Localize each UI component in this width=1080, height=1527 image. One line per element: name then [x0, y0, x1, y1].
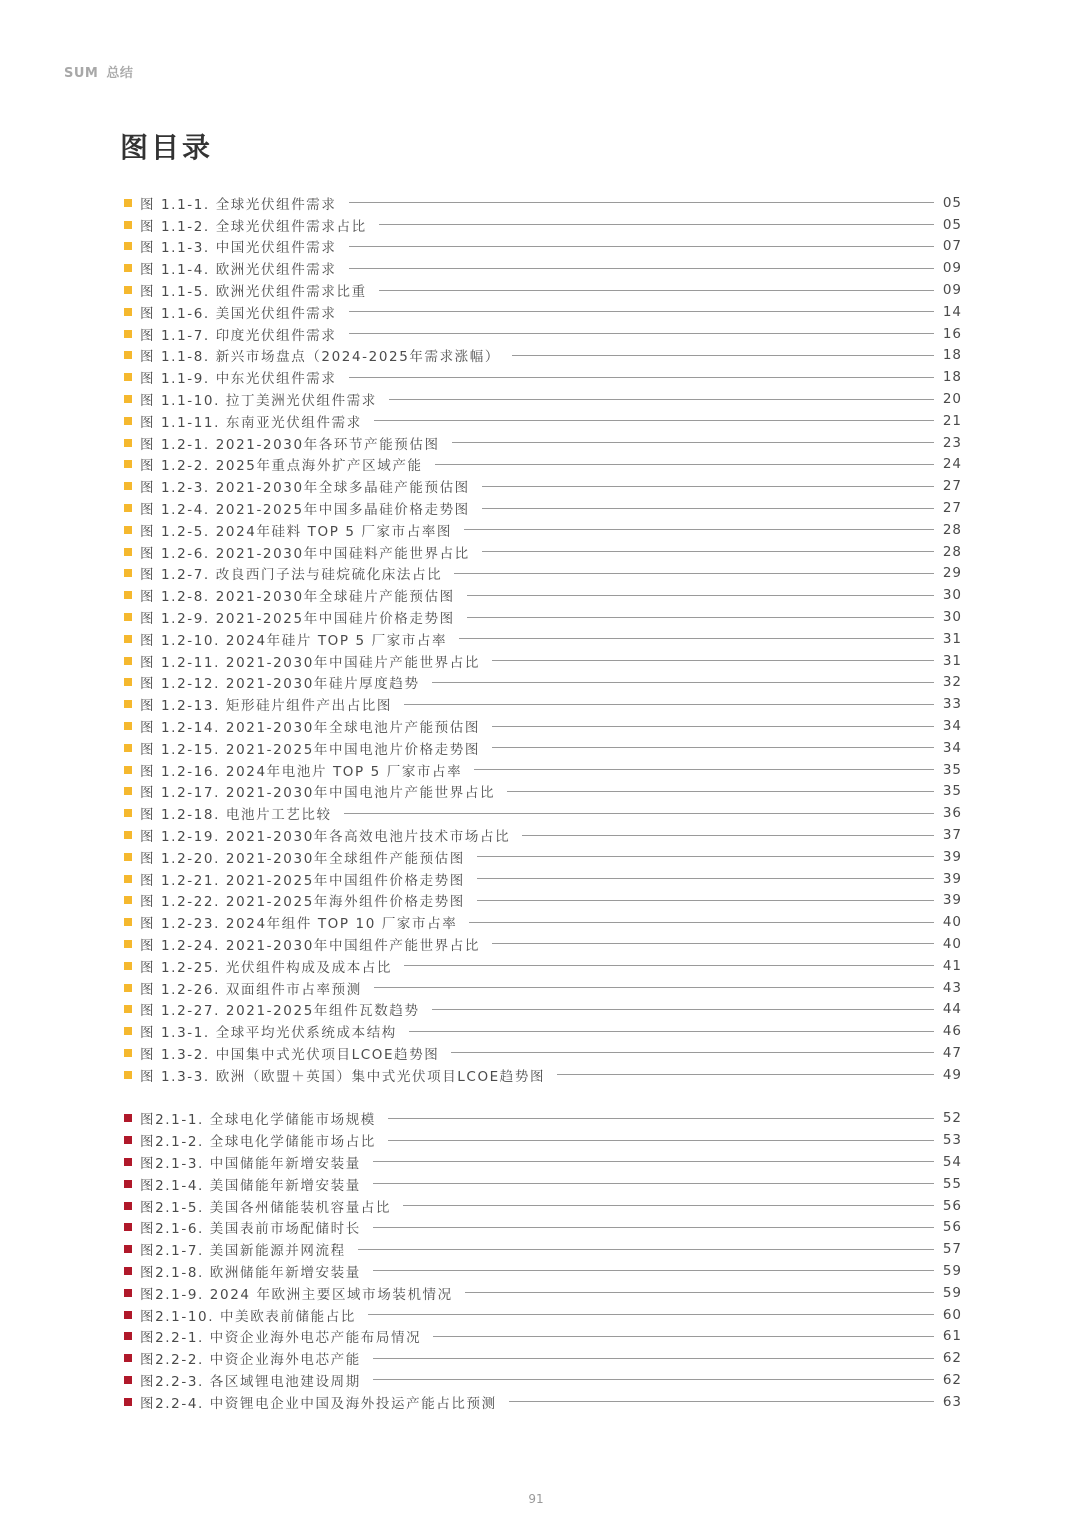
toc-entry[interactable]	[124, 323, 962, 345]
entry-page: 57	[942, 1241, 962, 1258]
toc-entry[interactable]	[124, 1282, 962, 1304]
leader-line	[373, 1379, 934, 1380]
entry-page: 33	[942, 696, 962, 713]
leader-line	[492, 943, 934, 944]
square-bullet-icon	[124, 351, 132, 359]
entry-page: 05	[942, 216, 962, 233]
square-bullet-icon	[124, 199, 132, 207]
entry-label: 图 1.2-8. 2021-2030年全球硅片产能预估图	[140, 589, 455, 606]
leader-line	[454, 573, 934, 574]
entry-page: 49	[942, 1066, 962, 1083]
leader-line	[477, 900, 934, 901]
entry-page: 30	[942, 587, 962, 604]
square-bullet-icon	[124, 1136, 132, 1144]
square-bullet-icon	[124, 1223, 132, 1231]
entry-page: 20	[942, 391, 962, 408]
entry-page: 41	[942, 957, 962, 974]
square-bullet-icon	[124, 417, 132, 425]
square-bullet-icon	[124, 569, 132, 577]
toc-entry[interactable]	[124, 846, 962, 868]
leader-line	[349, 246, 934, 247]
square-bullet-icon	[124, 809, 132, 817]
leader-line	[388, 1140, 934, 1141]
toc-entry[interactable]	[124, 628, 962, 650]
toc-section-2	[124, 1107, 962, 1412]
leader-line	[344, 813, 934, 814]
toc-entry[interactable]	[124, 802, 962, 824]
leader-line	[465, 1292, 934, 1293]
page-number: 91	[528, 1492, 544, 1506]
entry-label: 图 1.2-21. 2021-2025年中国组件价格走势图	[140, 872, 465, 889]
toc-entry[interactable]	[124, 650, 962, 672]
toc-entry[interactable]	[124, 868, 962, 890]
entry-label: 图 1.2-2. 2025年重点海外扩产区域产能	[140, 458, 423, 475]
leader-line	[557, 1074, 934, 1075]
toc-entry[interactable]	[124, 933, 962, 955]
leader-line	[409, 1031, 934, 1032]
square-bullet-icon	[124, 308, 132, 316]
toc-entry[interactable]	[124, 824, 962, 846]
entry-label: 图 1.2-19. 2021-2030年各高效电池片技术市场占比	[140, 829, 511, 845]
toc-entry[interactable]	[124, 1151, 962, 1173]
entry-label: 图 1.2-27. 2021-2025年组件瓦数趋势	[140, 1003, 420, 1020]
entry-page: 55	[942, 1175, 962, 1192]
entry-page: 63	[942, 1393, 962, 1410]
entry-label: 图 1.2-12. 2021-2030年硅片厚度趋势	[140, 676, 420, 693]
square-bullet-icon	[124, 330, 132, 338]
toc-entry[interactable]	[124, 454, 962, 476]
square-bullet-icon	[124, 744, 132, 752]
leader-line	[435, 464, 934, 465]
leader-line	[373, 1183, 934, 1184]
entry-page: 56	[942, 1197, 962, 1214]
square-bullet-icon	[124, 395, 132, 403]
square-bullet-icon	[124, 853, 132, 861]
header-en: SUM	[64, 66, 99, 81]
square-bullet-icon	[124, 678, 132, 686]
entry-page: 56	[942, 1219, 962, 1236]
entry-label: 图 1.1-7. 印度光伏组件需求	[140, 327, 337, 344]
entry-label: 图 1.2-17. 2021-2030年中国电池片产能世界占比	[140, 785, 496, 802]
entry-label: 图2.1-2. 全球电化学储能市场占比	[140, 1134, 376, 1151]
entry-page: 28	[942, 521, 962, 538]
entry-page: 43	[942, 979, 962, 996]
toc-entry[interactable]	[124, 388, 962, 410]
toc-entry[interactable]	[124, 192, 962, 214]
square-bullet-icon	[124, 373, 132, 381]
leader-line	[349, 268, 934, 269]
toc-entry[interactable]	[124, 1238, 962, 1260]
entry-page: 30	[942, 609, 962, 626]
entry-label: 图 1.1-6. 美国光伏组件需求	[140, 305, 337, 322]
square-bullet-icon	[124, 984, 132, 992]
entry-label: 图 1.2-16. 2024年电池片 TOP 5 厂家市占率	[140, 763, 463, 780]
entry-label: 图2.1-6. 美国表前市场配储时长	[140, 1221, 361, 1238]
entry-label: 图 1.3-2. 中国集中式光伏项目LCOE趋势图	[140, 1046, 440, 1063]
leader-line	[492, 747, 934, 748]
entry-page: 34	[942, 739, 962, 756]
entry-label: 图 1.2-1. 2021-2030年各环节产能预估图	[140, 436, 440, 453]
toc-entry[interactable]	[124, 345, 962, 367]
square-bullet-icon	[124, 918, 132, 926]
entry-label: 图2.1-10. 中美欧表前储能占比	[140, 1308, 356, 1325]
entry-label: 图2.1-8. 欧洲储能年新增安装量	[140, 1264, 361, 1281]
entry-page: 39	[942, 848, 962, 865]
entry-label: 图 1.2-13. 矩形硅片组件产出占比图	[140, 698, 392, 715]
entry-label: 图 1.2-7. 改良西门子法与硅烷硫化床法占比	[140, 567, 443, 584]
leader-line	[404, 704, 934, 705]
entry-page: 46	[942, 1023, 962, 1040]
entry-label: 图 1.1-5. 欧洲光伏组件需求比重	[140, 284, 367, 301]
toc-entry[interactable]	[124, 432, 962, 454]
entry-label: 图 1.2-26. 双面组件市占率预测	[140, 981, 362, 998]
leader-line	[373, 1358, 934, 1359]
toc-entry[interactable]	[124, 1042, 962, 1064]
entry-page: 60	[942, 1306, 962, 1323]
entry-label: 图2.1-3. 中国储能年新增安装量	[140, 1155, 361, 1172]
toc-section-1	[124, 192, 962, 1086]
leader-line	[374, 420, 934, 421]
header-zh: 总结	[106, 66, 134, 81]
square-bullet-icon	[124, 1005, 132, 1013]
entry-label: 图 1.2-11. 2021-2030年中国硅片产能世界占比	[140, 654, 480, 671]
toc-entry[interactable]	[124, 1260, 962, 1282]
entry-page: 40	[942, 935, 962, 952]
toc-entry[interactable]	[124, 1391, 962, 1413]
entry-page: 24	[942, 456, 962, 473]
toc-entry[interactable]	[124, 693, 962, 715]
entry-page: 27	[942, 500, 962, 517]
square-bullet-icon	[124, 1245, 132, 1253]
leader-line	[403, 1205, 934, 1206]
entry-label: 图2.1-7. 美国新能源并网流程	[140, 1243, 346, 1260]
leader-line	[492, 660, 934, 661]
entry-page: 54	[942, 1153, 962, 1170]
leader-line	[477, 878, 934, 879]
square-bullet-icon	[124, 460, 132, 468]
square-bullet-icon	[124, 1267, 132, 1275]
entry-label: 图 1.2-24. 2021-2030年中国组件产能世界占比	[140, 937, 480, 954]
entry-page: 21	[942, 412, 962, 429]
square-bullet-icon	[124, 526, 132, 534]
leader-line	[349, 377, 934, 378]
leader-line	[451, 1052, 934, 1053]
square-bullet-icon	[124, 635, 132, 643]
leader-line	[379, 224, 934, 225]
leader-line	[432, 1009, 934, 1010]
entry-label: 图2.1-5. 美国各州储能装机容量占比	[140, 1199, 392, 1216]
toc-entry[interactable]	[124, 1064, 962, 1086]
leader-line	[452, 442, 934, 443]
entry-page: 35	[942, 783, 962, 800]
square-bullet-icon	[124, 1027, 132, 1035]
toc-entry[interactable]	[124, 1216, 962, 1238]
toc-entry[interactable]	[124, 955, 962, 977]
entry-page: 09	[942, 282, 962, 299]
toc-entry[interactable]	[124, 301, 962, 323]
toc-entry[interactable]	[124, 1173, 962, 1195]
toc-entry[interactable]	[124, 759, 962, 781]
entry-page: 44	[942, 1001, 962, 1018]
leader-line	[482, 486, 934, 487]
toc-entry[interactable]	[124, 890, 962, 912]
leader-line	[374, 987, 934, 988]
entry-page: 59	[942, 1262, 962, 1279]
square-bullet-icon	[124, 896, 132, 904]
leader-line	[432, 682, 934, 683]
toc-entry[interactable]	[124, 584, 962, 606]
entry-page: 31	[942, 652, 962, 669]
toc-entry[interactable]	[124, 1369, 962, 1391]
entry-page: 18	[942, 369, 962, 386]
entry-page: 39	[942, 892, 962, 909]
leader-line	[368, 1314, 934, 1315]
entry-label: 图 1.1-2. 全球光伏组件需求占比	[140, 218, 367, 235]
entry-label: 图2.2-3. 各区域锂电池建设周期	[140, 1373, 361, 1390]
entry-label: 图2.2-1. 中资企业海外电芯产能布局情况	[140, 1330, 422, 1347]
square-bullet-icon	[124, 766, 132, 774]
entry-label: 图 1.2-14. 2021-2030年全球电池片产能预估图	[140, 720, 480, 737]
leader-line	[379, 290, 934, 291]
leader-line	[469, 922, 934, 923]
entry-page: 39	[942, 870, 962, 887]
square-bullet-icon	[124, 286, 132, 294]
entry-page: 35	[942, 761, 962, 778]
entry-page: 52	[942, 1110, 962, 1127]
page-title: 图目录	[120, 131, 214, 164]
square-bullet-icon	[124, 613, 132, 621]
toc-entry[interactable]	[124, 519, 962, 541]
leader-line	[459, 638, 934, 639]
entry-label: 图 1.1-9. 中东光伏组件需求	[140, 371, 337, 388]
toc-entry[interactable]	[124, 781, 962, 803]
square-bullet-icon	[124, 787, 132, 795]
leader-line	[512, 355, 934, 356]
toc-entry[interactable]	[124, 977, 962, 999]
toc-entry[interactable]	[124, 1325, 962, 1347]
square-bullet-icon	[124, 1289, 132, 1297]
entry-label: 图2.2-2. 中资企业海外电芯产能	[140, 1352, 361, 1369]
toc-entry[interactable]	[124, 257, 962, 279]
leader-line	[509, 1401, 934, 1402]
entry-label: 图 1.2-4. 2021-2025年中国多晶硅价格走势图	[140, 502, 470, 519]
leader-line	[467, 595, 934, 596]
leader-line	[467, 617, 934, 618]
entry-label: 图 1.2-20. 2021-2030年全球组件产能预估图	[140, 850, 465, 867]
square-bullet-icon	[124, 940, 132, 948]
leader-line	[404, 965, 934, 966]
entry-page: 32	[942, 674, 962, 691]
figure-list	[124, 192, 962, 1413]
toc-entry[interactable]	[124, 737, 962, 759]
entry-page: 07	[942, 238, 962, 255]
square-bullet-icon	[124, 439, 132, 447]
entry-page: 05	[942, 194, 962, 211]
leader-line	[474, 769, 934, 770]
entry-label: 图2.2-4. 中资锂电企业中国及海外投运产能占比预测	[140, 1395, 497, 1412]
square-bullet-icon	[124, 1398, 132, 1406]
square-bullet-icon	[124, 242, 132, 250]
square-bullet-icon	[124, 722, 132, 730]
entry-page: 40	[942, 914, 962, 931]
entry-page: 27	[942, 478, 962, 495]
toc-entry[interactable]	[124, 606, 962, 628]
entry-label: 图 1.2-18. 电池片工艺比较	[140, 807, 332, 824]
entry-page: 09	[942, 260, 962, 277]
square-bullet-icon	[124, 831, 132, 839]
entry-label: 图 1.3-3. 欧洲（欧盟＋英国）集中式光伏项目LCOE趋势图	[140, 1068, 546, 1085]
entry-page: 36	[942, 805, 962, 822]
leader-line	[349, 202, 934, 203]
square-bullet-icon	[124, 1332, 132, 1340]
entry-page: 14	[942, 303, 962, 320]
entry-label: 图 1.1-8. 新兴市场盘点（2024-2025年需求涨幅）	[140, 349, 500, 366]
leader-line	[388, 1118, 934, 1119]
square-bullet-icon	[124, 1071, 132, 1079]
entry-page: 62	[942, 1371, 962, 1388]
square-bullet-icon	[124, 875, 132, 883]
leader-line	[433, 1336, 934, 1337]
entry-label: 图 1.2-15. 2021-2025年中国电池片价格走势图	[140, 741, 480, 758]
square-bullet-icon	[124, 1202, 132, 1210]
toc-entry[interactable]	[124, 1020, 962, 1042]
toc-entry[interactable]	[124, 497, 962, 519]
leader-line	[373, 1161, 934, 1162]
leader-line	[477, 856, 934, 857]
toc-entry[interactable]	[124, 1347, 962, 1369]
entry-label: 图 1.1-1. 全球光伏组件需求	[140, 196, 337, 213]
square-bullet-icon	[124, 591, 132, 599]
toc-entry[interactable]	[124, 672, 962, 694]
entry-label: 图 1.2-25. 光伏组件构成及成本占比	[140, 959, 392, 976]
leader-line	[358, 1249, 934, 1250]
toc-entry[interactable]	[124, 1129, 962, 1151]
entry-label: 图 1.1-10. 拉丁美洲光伏组件需求	[140, 393, 377, 410]
leader-line	[349, 333, 934, 334]
leader-line	[389, 399, 934, 400]
square-bullet-icon	[124, 1180, 132, 1188]
entry-label: 图 1.1-3. 中国光伏组件需求	[140, 240, 337, 257]
toc-entry[interactable]	[124, 214, 962, 236]
leader-line	[492, 726, 934, 727]
leader-line	[482, 508, 934, 509]
entry-page: 29	[942, 565, 962, 582]
square-bullet-icon	[124, 1311, 132, 1319]
entry-label: 图 1.2-5. 2024年硅料 TOP 5 厂家市占率图	[140, 523, 453, 540]
toc-entry[interactable]	[124, 1195, 962, 1217]
entry-page: 31	[942, 630, 962, 647]
entry-page: 62	[942, 1350, 962, 1367]
entry-page: 34	[942, 718, 962, 735]
entry-page: 47	[942, 1044, 962, 1061]
entry-label: 图 1.2-3. 2021-2030年全球多晶硅产能预估图	[140, 480, 470, 497]
entry-page: 23	[942, 434, 962, 451]
entry-page: 16	[942, 325, 962, 342]
leader-line	[482, 551, 934, 552]
entry-label: 图 1.1-11. 东南亚光伏组件需求	[140, 414, 362, 431]
toc-entry[interactable]	[124, 563, 962, 585]
entry-label: 图 1.2-23. 2024年组件 TOP 10 厂家市占率	[140, 916, 458, 933]
entry-page: 59	[942, 1284, 962, 1301]
leader-line	[507, 791, 934, 792]
square-bullet-icon	[124, 962, 132, 970]
entry-label: 图2.1-9. 2024 年欧洲主要区域市场装机情况	[140, 1286, 453, 1303]
entry-label: 图 1.1-4. 欧洲光伏组件需求	[140, 262, 337, 279]
square-bullet-icon	[124, 548, 132, 556]
entry-label: 图 1.2-10. 2024年硅片 TOP 5 厂家市占率	[140, 632, 448, 649]
square-bullet-icon	[124, 657, 132, 665]
leader-line	[349, 311, 934, 312]
entry-label: 图 1.2-6. 2021-2030年中国硅料产能世界占比	[140, 545, 470, 562]
toc-entry[interactable]	[124, 541, 962, 563]
entry-page: 37	[942, 827, 962, 843]
entry-page: 18	[942, 347, 962, 364]
toc-entry[interactable]	[124, 911, 962, 933]
leader-line	[373, 1227, 934, 1228]
square-bullet-icon	[124, 482, 132, 490]
square-bullet-icon	[124, 1354, 132, 1362]
toc-entry[interactable]	[124, 998, 962, 1020]
entry-page: 53	[942, 1132, 962, 1149]
leader-line	[464, 529, 934, 530]
toc-entry[interactable]	[124, 366, 962, 388]
leader-line	[522, 835, 934, 836]
square-bullet-icon	[124, 700, 132, 708]
entry-page: 61	[942, 1328, 962, 1345]
toc-entry[interactable]	[124, 715, 962, 737]
toc-entry[interactable]	[124, 1304, 962, 1326]
entry-label: 图2.1-1. 全球电化学储能市场规模	[140, 1112, 376, 1129]
entry-label: 图 1.2-9. 2021-2025年中国硅片价格走势图	[140, 611, 455, 628]
section-header	[64, 62, 133, 81]
square-bullet-icon	[124, 264, 132, 272]
entry-page: 28	[942, 543, 962, 560]
square-bullet-icon	[124, 1114, 132, 1122]
toc-entry[interactable]	[124, 279, 962, 301]
square-bullet-icon	[124, 221, 132, 229]
toc-entry[interactable]	[124, 1107, 962, 1129]
square-bullet-icon	[124, 1158, 132, 1166]
square-bullet-icon	[124, 1049, 132, 1057]
toc-entry[interactable]	[124, 410, 962, 432]
square-bullet-icon	[124, 1376, 132, 1384]
leader-line	[373, 1270, 934, 1271]
entry-label: 图 1.2-22. 2021-2025年海外组件价格走势图	[140, 894, 465, 911]
square-bullet-icon	[124, 504, 132, 512]
entry-label: 图2.1-4. 美国储能年新增安装量	[140, 1177, 361, 1194]
entry-label: 图 1.3-1. 全球平均光伏系统成本结构	[140, 1025, 397, 1042]
toc-entry[interactable]	[124, 236, 962, 258]
toc-entry[interactable]	[124, 475, 962, 497]
